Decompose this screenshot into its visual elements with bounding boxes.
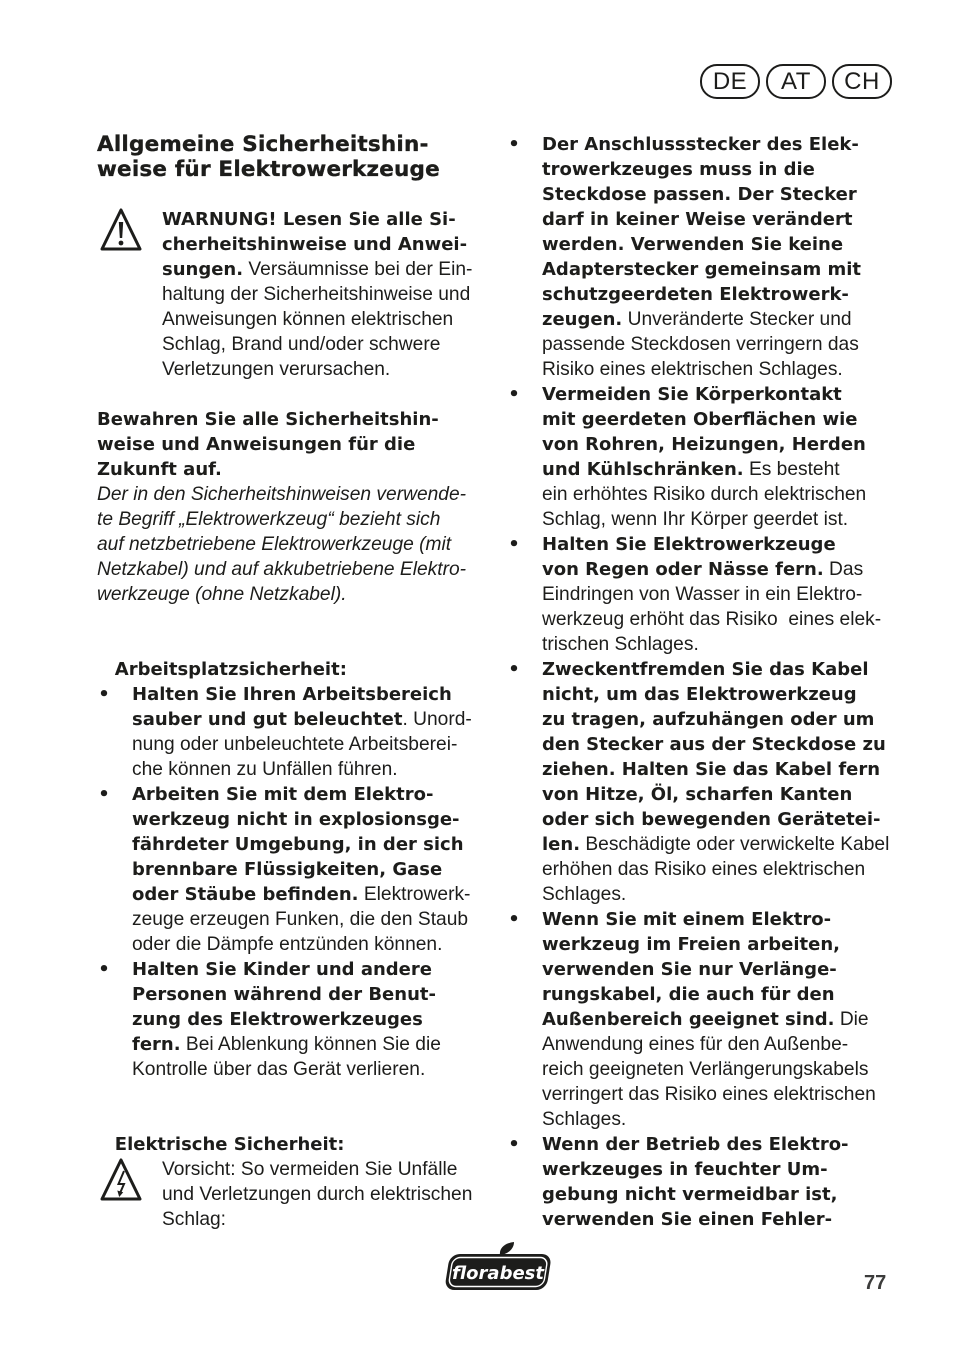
warning-line: [162, 282, 497, 307]
country-code: AT: [781, 67, 811, 95]
warning-line: [162, 357, 497, 382]
regular-text: Beschädigte oder verwickelte Kabel: [580, 834, 890, 855]
regular-text: Schlag, Brand und/oder schwere: [162, 334, 441, 355]
bullet-text: [542, 132, 927, 382]
keep-instructions-notice: [97, 407, 497, 482]
bullet-text: [542, 1132, 927, 1232]
bullet-line: [542, 457, 927, 482]
bullet-line: [542, 257, 927, 282]
bold-text: verwenden Sie einen Fehler-: [542, 1209, 833, 1230]
bullet-marker: •: [508, 384, 520, 405]
bold-text: zeugen.: [542, 309, 623, 330]
warning-notice-text: [162, 207, 497, 382]
electrical-safety-heading: [97, 1107, 497, 1155]
bold-text: Personen während der Benut-: [132, 984, 436, 1005]
bold-text: Allgemeine Sicherheitshin-: [97, 132, 429, 157]
notice-line: [162, 1182, 497, 1207]
regular-text: Eindringen von Wasser in ein Elektro-: [542, 584, 863, 605]
definition-line: [97, 482, 497, 507]
bold-text: von Regen oder Nässe fern.: [542, 559, 824, 580]
page-number: 77: [864, 1272, 887, 1294]
bold-text: zung des Elektrowerkzeuges: [132, 1009, 423, 1030]
bullet-line: [132, 932, 497, 957]
regular-text: . Unord-: [402, 709, 472, 730]
section-title: [97, 132, 497, 182]
bullet-line: [542, 732, 927, 757]
definition-line: [97, 532, 497, 557]
bullet-item: [97, 957, 497, 1082]
bullet-line: [542, 807, 927, 832]
bold-text: Halten Sie Kinder und andere: [132, 959, 432, 980]
bullet-line: [542, 382, 927, 407]
logo-wordmark: florabest: [452, 1263, 544, 1284]
bullet-line: [542, 432, 927, 457]
bullet-line: [542, 957, 927, 982]
bullet-line: [132, 1007, 497, 1032]
bullet-line: [542, 157, 927, 182]
bold-text: von Hitze, Öl, scharfen Kanten: [542, 784, 853, 805]
bold-text: oder Stäube befinden.: [132, 884, 359, 905]
bullet-line: [542, 882, 927, 907]
bullet-line: [542, 657, 927, 682]
bullet-line: [542, 907, 927, 932]
bullet-line: [542, 282, 927, 307]
bullet-line: [132, 957, 497, 982]
bold-text: sauber und gut beleuchtet: [132, 709, 403, 730]
left-column: [97, 132, 497, 1232]
bullet-line: [132, 682, 497, 707]
country-badge-ch: [832, 64, 892, 99]
bold-text: und Kühlschränken.: [542, 459, 744, 480]
regular-text: zeuge erzeugen Funken, die den Staub: [132, 909, 469, 930]
bullet-line: [542, 1082, 927, 1107]
bullet-line: [132, 982, 497, 1007]
warning-line: [162, 257, 497, 282]
regular-text: Schlag, wenn Ihr Körper geerdet ist.: [542, 509, 849, 530]
bullet-item: [507, 1132, 927, 1232]
regular-text: Vorsicht: So vermeiden Sie Unfälle: [162, 1159, 458, 1180]
term-definition: [97, 482, 497, 607]
regular-text: nung oder unbeleuchtete Arbeitsberei-: [132, 734, 458, 755]
bullet-line: [542, 1032, 927, 1057]
bullet-line: [132, 707, 497, 732]
regular-text: erhöhen das Risiko eines elektrischen: [542, 859, 866, 880]
bullet-item: [507, 532, 927, 657]
heading-text: Elektrische Sicherheit:: [114, 1134, 345, 1155]
bullet-marker: •: [508, 1134, 520, 1155]
bold-text: werkzeug nicht in explosionsge-: [132, 809, 460, 830]
country-badge-de: [700, 64, 760, 99]
bold-text: werkzeug im Freien arbeiten,: [542, 934, 840, 955]
warning-line: [162, 332, 497, 357]
bold-text: gebung nicht vermeidbar ist,: [542, 1184, 838, 1205]
regular-text: Schlages.: [542, 884, 627, 905]
bullet-line: [132, 857, 497, 882]
workplace-safety-heading: [97, 632, 497, 680]
definition-line: [97, 557, 497, 582]
regular-text: Anwendung eines für den Außenbe-: [542, 1034, 849, 1055]
bold-text: brennbare Flüssigkeiten, Gase: [132, 859, 443, 880]
bullet-text: [542, 382, 927, 532]
regular-text: Schlages.: [542, 1109, 627, 1130]
bullet-marker: •: [508, 534, 520, 555]
bullet-line: [542, 207, 927, 232]
regular-text: Unveränderte Stecker und: [622, 309, 852, 330]
bullet-item: [97, 782, 497, 957]
section-title-line: [97, 157, 497, 182]
regular-text: Das: [823, 559, 864, 580]
bullet-line: [542, 607, 927, 632]
regular-text: ein erhöhtes Risiko durch elektrischen: [542, 484, 867, 505]
regular-text: oder die Dämpfe entzünden können.: [132, 934, 443, 955]
bold-text: Wenn Sie mit einem Elektro-: [542, 909, 832, 930]
bullet-line: [542, 407, 927, 432]
bullet-line: [542, 1007, 927, 1032]
bullet-text: [132, 957, 497, 1082]
bullet-item: [507, 132, 927, 382]
bold-text: werkzeuges in feuchter Um-: [542, 1159, 828, 1180]
bullet-line: [132, 757, 497, 782]
regular-text: Risiko eines elektrischen Schlages.: [542, 359, 843, 380]
bold-text: Zukunft auf.: [97, 459, 222, 480]
heading-text: Arbeitsplatzsicherheit:: [114, 659, 347, 680]
bullet-text: [542, 532, 927, 657]
bold-text: den Stecker aus der Steckdose zu: [542, 734, 886, 755]
regular-text: Schlag:: [162, 1209, 226, 1230]
bullet-line: [132, 782, 497, 807]
bold-text: Wenn der Betrieb des Elektro-: [542, 1134, 849, 1155]
electric-shock-triangle-icon: [99, 1157, 143, 1204]
bullet-text: [542, 657, 927, 907]
warning-triangle-icon: [99, 207, 143, 254]
bullet-item: [507, 657, 927, 907]
electric-shock-notice-text: [162, 1157, 497, 1232]
regular-text: werkzeug erhöht das Risiko eines elek-: [542, 609, 882, 630]
bullet-marker: •: [508, 134, 520, 155]
bullet-marker: •: [98, 784, 110, 805]
bullet-line: [542, 982, 927, 1007]
regular-text: verringert das Risiko eines elektrischen: [542, 1084, 876, 1105]
bullet-line: [132, 882, 497, 907]
bullet-line: [542, 132, 927, 157]
bold-text: oder sich bewegenden Gerätetei-: [542, 809, 881, 830]
regular-text: Kontrolle über das Gerät verlieren.: [132, 1059, 426, 1080]
bullet-line: [542, 307, 927, 332]
italic-text: auf netzbetriebene Elektrowerkzeuge (mit: [97, 534, 452, 555]
bullet-marker: •: [98, 959, 110, 980]
bullet-line: [132, 907, 497, 932]
regular-text: Elektrowerk-: [358, 884, 471, 905]
right-column: [507, 132, 927, 1232]
warning-line: [162, 207, 497, 232]
bold-text: weise und Anweisungen für die: [97, 434, 416, 455]
bullet-text: [542, 907, 927, 1132]
bullet-line: [542, 232, 927, 257]
bullet-marker: •: [508, 659, 520, 680]
regular-text: Versäumnisse bei der Ein-: [243, 259, 473, 280]
bold-text: zu tragen, aufzuhängen oder um: [542, 709, 875, 730]
bold-text: Halten Sie Ihren Arbeitsbereich: [132, 684, 452, 705]
bullet-line: [542, 932, 927, 957]
bullet-line: [542, 782, 927, 807]
regular-text: Anweisungen können elektrischen: [162, 309, 454, 330]
bold-text: fern.: [132, 1034, 181, 1055]
bullet-line: [542, 1057, 927, 1082]
country-badge-at: [766, 64, 826, 99]
bullet-line: [542, 632, 927, 657]
workplace-safety-list: [97, 682, 497, 1082]
bold-text: Außenbereich geeignet sind.: [542, 1009, 835, 1030]
bullet-item: [507, 382, 927, 532]
bold-text: Zweckentfremden Sie das Kabel: [542, 659, 869, 680]
regular-text: Es besteht: [743, 459, 840, 480]
bold-text: Vermeiden Sie Körperkontakt: [542, 384, 842, 405]
regular-text: passende Steckdosen verringern das: [542, 334, 859, 355]
country-badges: [700, 64, 892, 99]
country-code: CH: [844, 67, 880, 95]
bullet-line: [542, 857, 927, 882]
bullet-line: [132, 732, 497, 757]
bold-text: Steckdose passen. Der Stecker: [542, 184, 857, 205]
bullet-line: [542, 182, 927, 207]
italic-text: te Begriff „Elektrowerkzeug“ bezieht sich: [97, 509, 441, 530]
definition-line: [97, 582, 497, 607]
bold-text: fährdeter Umgebung, in der sich: [132, 834, 464, 855]
bullet-text: [132, 682, 497, 782]
bullet-text: [132, 782, 497, 957]
bold-text: Arbeiten Sie mit dem Elektro-: [132, 784, 434, 805]
bold-text: cherheitshinweise und Anwei-: [162, 234, 468, 255]
bold-text: nicht, um das Elektrowerkzeug: [542, 684, 857, 705]
bullet-marker: •: [508, 909, 520, 930]
warning-line: [162, 307, 497, 332]
bold-text: trowerkzeuges muss in die: [542, 159, 815, 180]
warning-line: [162, 232, 497, 257]
bullet-marker: •: [98, 684, 110, 705]
regular-text: che können zu Unfällen führen.: [132, 759, 398, 780]
country-code: DE: [712, 67, 748, 95]
bullet-line: [542, 582, 927, 607]
bold-text: von Rohren, Heizungen, Herden: [542, 434, 866, 455]
bold-text: ziehen. Halten Sie das Kabel fern: [542, 759, 881, 780]
bold-text: Halten Sie Elektrowerkzeuge: [542, 534, 836, 555]
bold-text: weise für Elektrowerkzeuge: [97, 157, 440, 182]
regular-text: und Verletzungen durch elektrischen: [162, 1184, 473, 1205]
bold-text: schutzgeerdeten Elektrowerk-: [542, 284, 849, 305]
bullet-line: [132, 1057, 497, 1082]
bullet-line: [132, 807, 497, 832]
bullet-line: [542, 1207, 927, 1232]
regular-text: Verletzungen verursachen.: [162, 359, 391, 380]
bold-text: WARNUNG! Lesen Sie alle Si-: [162, 209, 456, 230]
bold-text: sungen.: [162, 259, 244, 280]
definition-line: [97, 507, 497, 532]
regular-text: haltung der Sicherheitshinweise und: [162, 284, 471, 305]
bullet-line: [542, 757, 927, 782]
bullet-line: [542, 507, 927, 532]
italic-text: Der in den Sicherheitshinweisen verwende-: [97, 484, 467, 505]
bullet-line: [542, 482, 927, 507]
warning-notice: [97, 207, 497, 382]
bullet-line: [542, 532, 927, 557]
bullet-line: [132, 832, 497, 857]
bullet-line: [542, 682, 927, 707]
bullet-line: [542, 332, 927, 357]
bold-text: Der Anschlussstecker des Elek-: [542, 134, 859, 155]
notice-line: [162, 1157, 497, 1182]
bold-text: werden. Verwenden Sie keine: [542, 234, 844, 255]
bullet-line: [132, 1032, 497, 1057]
bullet-line: [542, 1132, 927, 1157]
notice-line: [97, 432, 497, 457]
bullet-line: [542, 832, 927, 857]
bold-text: mit geerdeten Oberflächen wie: [542, 409, 858, 430]
bullet-line: [542, 1157, 927, 1182]
section-title-line: [97, 132, 497, 157]
regular-text: Bei Ablenkung können Sie die: [180, 1034, 441, 1055]
notice-line: [97, 457, 497, 482]
regular-text: reich geeigneten Verlängerungskabels: [542, 1059, 869, 1080]
bold-text: verwenden Sie nur Verlänge-: [542, 959, 837, 980]
bullet-item: [97, 682, 497, 782]
regular-text: Die: [834, 1009, 869, 1030]
bold-text: Bewahren Sie alle Sicherheitshin-: [97, 409, 439, 430]
bold-text: darf in keiner Weise verändert: [542, 209, 853, 230]
bold-text: len.: [542, 834, 581, 855]
electric-shock-notice: [97, 1157, 497, 1232]
bullet-line: [542, 557, 927, 582]
bold-text: Adapterstecker gemeinsam mit: [542, 259, 862, 280]
electrical-safety-list: [507, 132, 927, 1232]
bullet-item: [507, 907, 927, 1132]
bullet-line: [542, 357, 927, 382]
notice-line: [162, 1207, 497, 1232]
bullet-line: [542, 1182, 927, 1207]
notice-line: [97, 407, 497, 432]
regular-text: trischen Schlages.: [542, 634, 699, 655]
italic-text: Netzkabel) und auf akkubetriebene Elektro-: [97, 559, 467, 580]
bullet-line: [542, 1107, 927, 1132]
italic-text: werkzeuge (ohne Netzkabel).: [97, 584, 347, 605]
florabest-logo: [438, 1241, 556, 1293]
bold-text: rungskabel, die auch für den: [542, 984, 835, 1005]
bullet-line: [542, 707, 927, 732]
